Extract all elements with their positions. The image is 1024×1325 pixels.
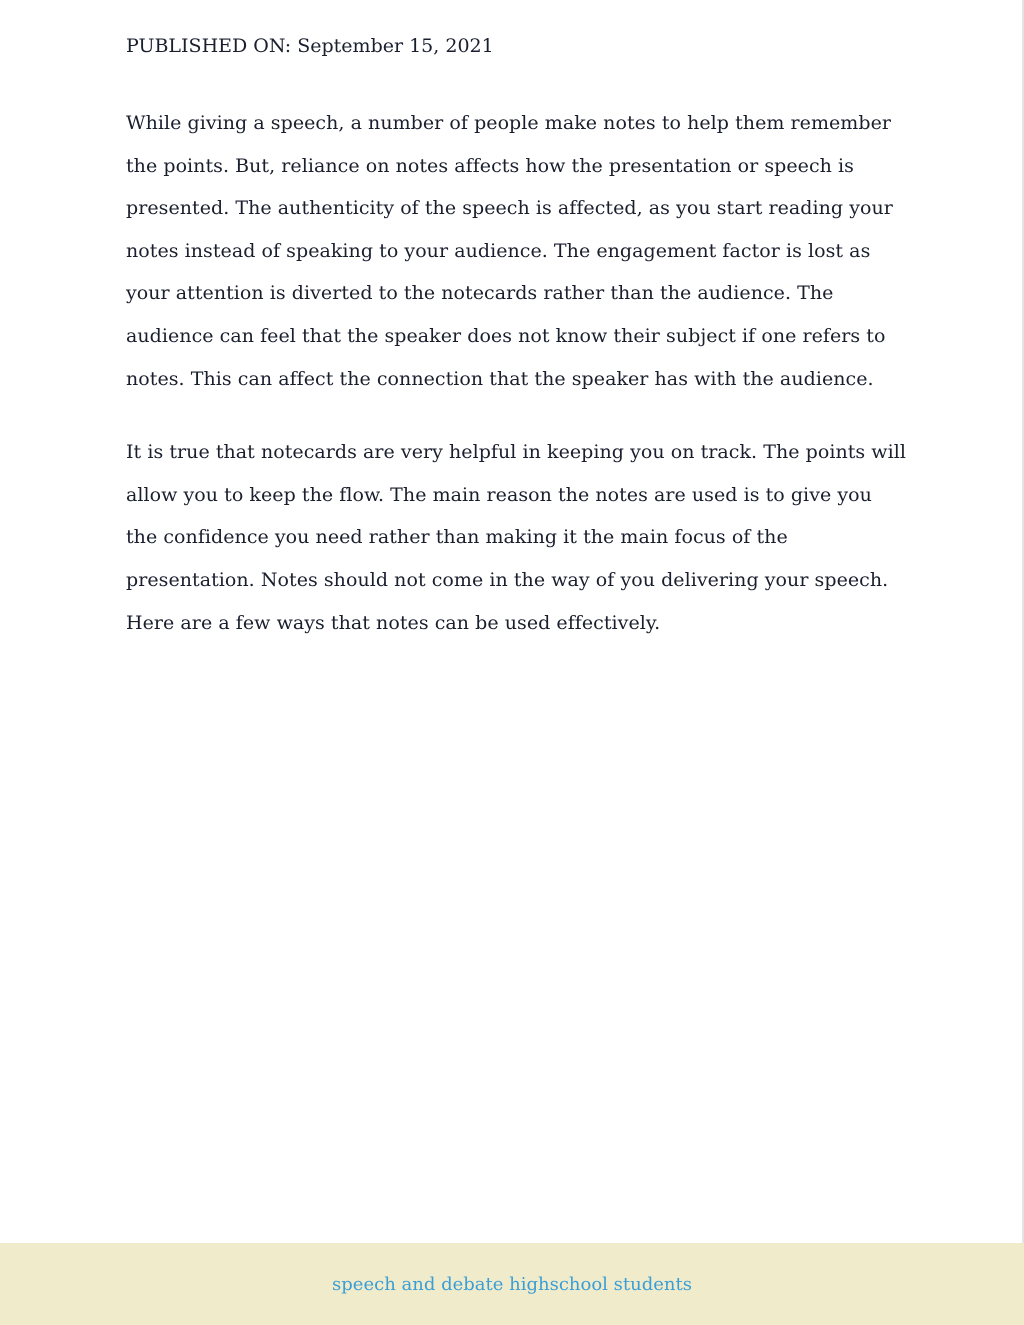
page-footer <box>0 1243 1024 1325</box>
article-paragraph-1: While giving a speech, a number of people make notes to help them remember the points. But, reliance on notes affects how the presentation or speech is presented. The authenticity of the speech is affected, as you start reading your notes instead of speaking to your audience. The engagement factor is lost as your attention is diverted to the notecards rather than the audience. The audience can feel that the speaker does not know their subject if one refers to notes. This can affect the connection that the speaker has with the audience. <box>126 112 893 390</box>
published-date-value: September 15, 2021 <box>297 35 494 57</box>
article-paragraph-2: It is true that notecards are very helpful in keeping you on track. The points will allow you to keep the flow. The main reason the notes are used is to give you the confidence you need rather than making it the main focus of the presentation. Notes should not come in the way of you delivering your speech. Here are a few ways that notes can be used effectively. <box>126 441 907 634</box>
article-content <box>126 28 906 675</box>
footer-tag-link[interactable]: speech and debate highschool students <box>332 1273 692 1295</box>
published-label: PUBLISHED ON: <box>126 35 292 57</box>
published-date <box>126 28 906 64</box>
